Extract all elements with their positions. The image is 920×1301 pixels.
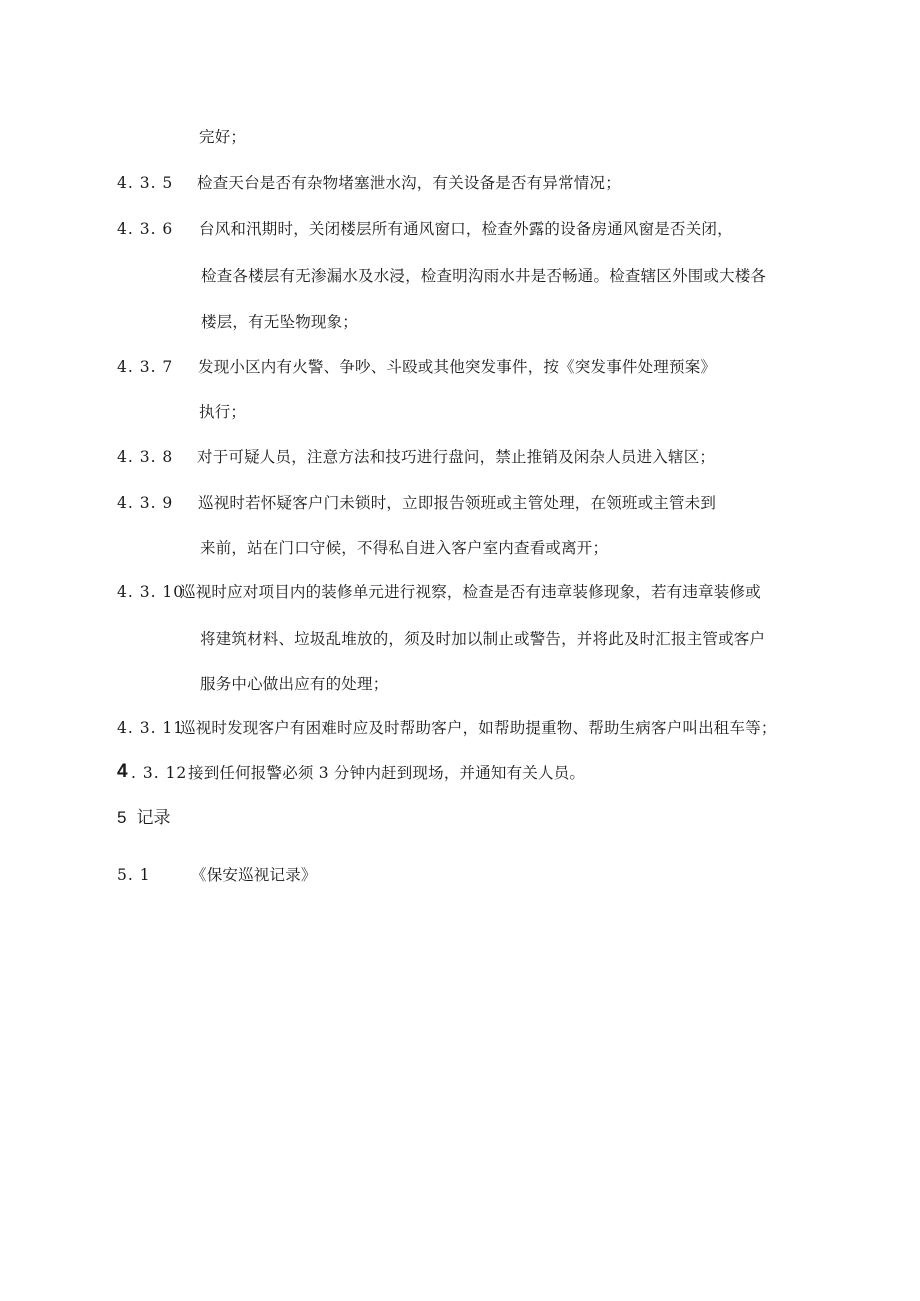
item-5-1-number: 5. 1 (117, 866, 151, 884)
item-4-3-7-line-2: 执行； (199, 403, 247, 421)
item-4-3-6-line-3: 楼层，有无坠物现象； (201, 313, 359, 331)
item-4-3-7-number: 4. 3. 7 (117, 358, 174, 376)
item-4-3-9-number: 4. 3. 9 (117, 494, 174, 512)
section-5-heading-text: 记录 (136, 808, 171, 828)
item-4-3-5-text: 检查天台是否有杂物堵塞泄水沟，有关设备是否有异常情况； (197, 174, 621, 192)
item-4-3-10-line-1: 巡视时应对项目内的装修单元进行视察，检查是否有违章装修现象，若有违章装修或 (180, 583, 761, 601)
item-4-3-11-text: 巡视时发现客户有困难时应及时帮助客户，如帮助提重物、帮助生病客户叫出租车等； (180, 719, 777, 737)
item-4-3-9-line-2: 来前，站在门口守候，不得私自进入客户室内查看或离开； (200, 539, 609, 557)
item-4-3-10-line-2: 将建筑材料、垃圾乱堆放的，须及时加以制止或警告，并将此及时汇报主管或客户 (200, 630, 766, 648)
item-4-3-4-continuation: 完好； (199, 128, 247, 146)
item-4-3-8-text: 对于可疑人员，注意方法和技巧进行盘问，禁止推销及闲杂人员进入辖区； (197, 448, 716, 466)
item-4-3-9-line-1: 巡视时若怀疑客户门未锁时，立即报告领班或主管处理，在领班或主管未到 (198, 494, 717, 512)
item-4-3-12-number-major: 4 (117, 761, 128, 782)
item-4-3-10-line-3: 服务中心做出应有的处理； (200, 675, 389, 693)
item-4-3-6-number: 4. 3. 6 (117, 220, 174, 238)
item-4-3-12-number-minor: . 3. 12 (131, 764, 188, 782)
item-4-3-5-number: 4. 3. 5 (117, 174, 174, 192)
section-5-heading-number: 5 (117, 808, 127, 827)
item-4-3-6-line-1: 台风和汛期时，关闭楼层所有通风窗口，检查外露的设备房通风窗是否关闭， (199, 220, 733, 238)
item-4-3-7-line-1: 发现小区内有火警、争吵、斗殴或其他突发事件，按《突发事件处理预案》 (198, 358, 717, 376)
section-5-heading (117, 807, 170, 829)
item-4-3-10-number: 4. 3. 10 (117, 583, 185, 601)
item-4-3-8-number: 4. 3. 8 (117, 448, 174, 466)
item-4-3-6-line-2: 检查各楼层有无渗漏水及水浸，检查明沟雨水井是否畅通。检查辖区外围或大楼各 (201, 267, 767, 285)
item-5-1-text: 《保安巡视记录》 (191, 866, 317, 884)
item-4-3-12-text: 接到任何报警必须 3 分钟内赶到现场，并通知有关人员。 (188, 764, 586, 782)
item-4-3-11-number: 4. 3. 11 (117, 719, 185, 737)
